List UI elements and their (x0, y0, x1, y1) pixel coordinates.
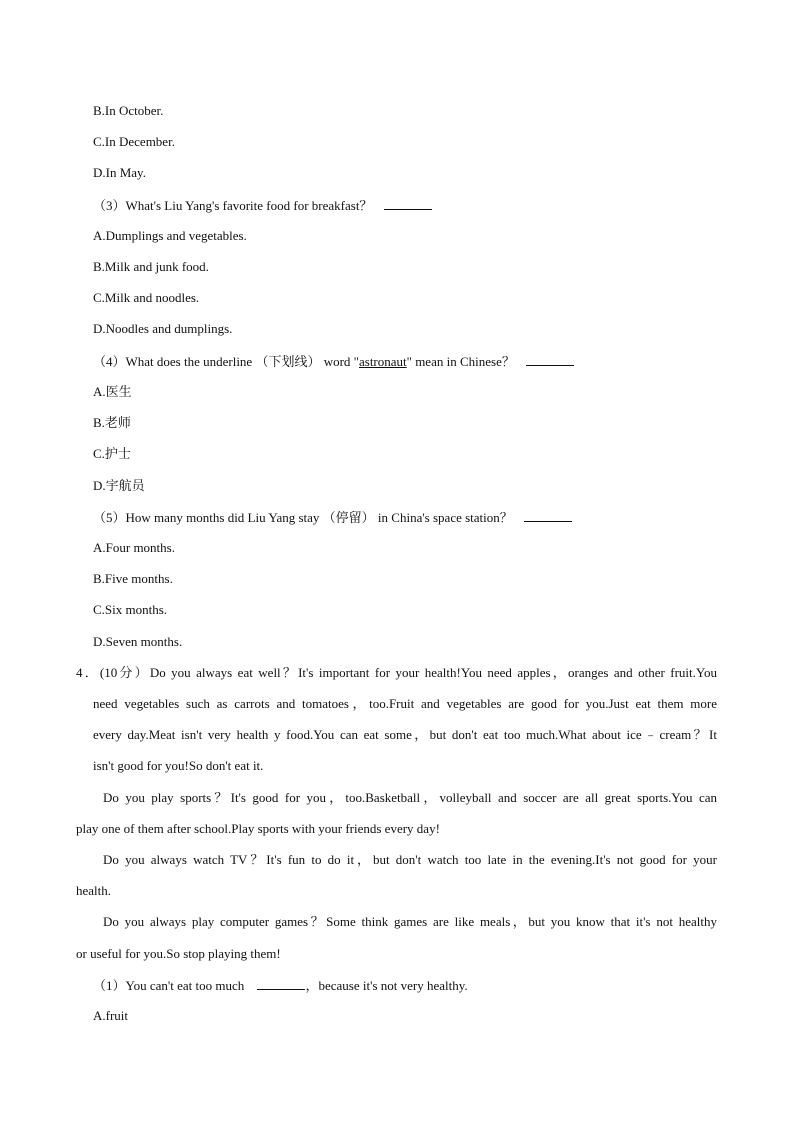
option-q4-b: B.老师 (93, 415, 131, 430)
question-3 (93, 197, 432, 214)
option-q4-d: D.宇航员 (93, 478, 145, 493)
passage-line: health. (76, 883, 112, 898)
passage-line: Do you play sports？It's good for you，too.Basketball，volleyball and soccer are all great sports.You can (103, 790, 717, 805)
passage-line: play one of them after school.Play sports with your friends every day! (76, 821, 440, 836)
question-5 (93, 509, 572, 526)
option-q4-c: C.护士 (93, 446, 131, 461)
option-q5-c: C.Six months. (93, 602, 168, 617)
passage-line: need vegetables such as carrots and tomatoes，too.Fruit and vegetables are good for you.Just eat them more (93, 696, 717, 711)
option-q4-1-a: A.fruit (93, 1008, 129, 1023)
answer-blank[interactable] (384, 197, 432, 210)
option-q3-d: D.Noodles and dumplings. (93, 321, 233, 336)
question-4-stem-pre: （4）What does the underline （下划线） word " (93, 354, 359, 369)
question-5-stem: （5）How many months did Liu Yang stay （停留） in China's space station？ (93, 510, 513, 525)
option-q5-b: B.Five months. (93, 571, 173, 586)
option-q3-a: A.Dumplings and vegetables. (93, 228, 247, 243)
passage-line: Do you always play computer games？Some think games are like meals，but you know that it's not healthy (103, 914, 717, 929)
answer-blank[interactable] (526, 353, 574, 366)
passage-line: or useful for you.So stop playing them! (76, 946, 281, 961)
option-q2-b: B.In October. (93, 103, 164, 118)
question-4-1 (93, 977, 468, 994)
passage-line: isn't good for you!So don't eat it. (93, 758, 264, 773)
question-4 (93, 353, 574, 370)
passage-line: 4．(10分）Do you always eat well？It's important for your health!You need apples，oranges and other fruit.You (76, 665, 717, 680)
option-q3-c: C.Milk and noodles. (93, 290, 200, 305)
underlined-word: astronaut (358, 354, 407, 369)
question-4-stem-post: " mean in Chinese？ (406, 354, 515, 369)
option-q2-c: C.In December. (93, 134, 175, 149)
option-q3-b: B.Milk and junk food. (93, 259, 209, 274)
option-q4-a: A.医生 (93, 384, 132, 399)
passage-line: every day.Meat isn't very health y food.You can eat some，but don't eat too much.What about ice﹣cream？It (93, 727, 717, 742)
answer-blank[interactable] (524, 509, 572, 522)
question-4-1-stem-post: ，because it's not very healthy. (305, 978, 468, 993)
option-q5-a: A.Four months. (93, 540, 175, 555)
option-q5-d: D.Seven months. (93, 634, 183, 649)
option-q2-d: D.In May. (93, 165, 146, 180)
answer-blank[interactable] (257, 977, 305, 990)
question-3-stem: （3）What's Liu Yang's favorite food for breakfast？ (93, 198, 373, 213)
passage-line: Do you always watch TV？It's fun to do it，but don't watch too late in the evening.It's not good for your (103, 852, 717, 867)
question-4-1-stem-pre: （1）You can't eat too much (93, 978, 245, 993)
